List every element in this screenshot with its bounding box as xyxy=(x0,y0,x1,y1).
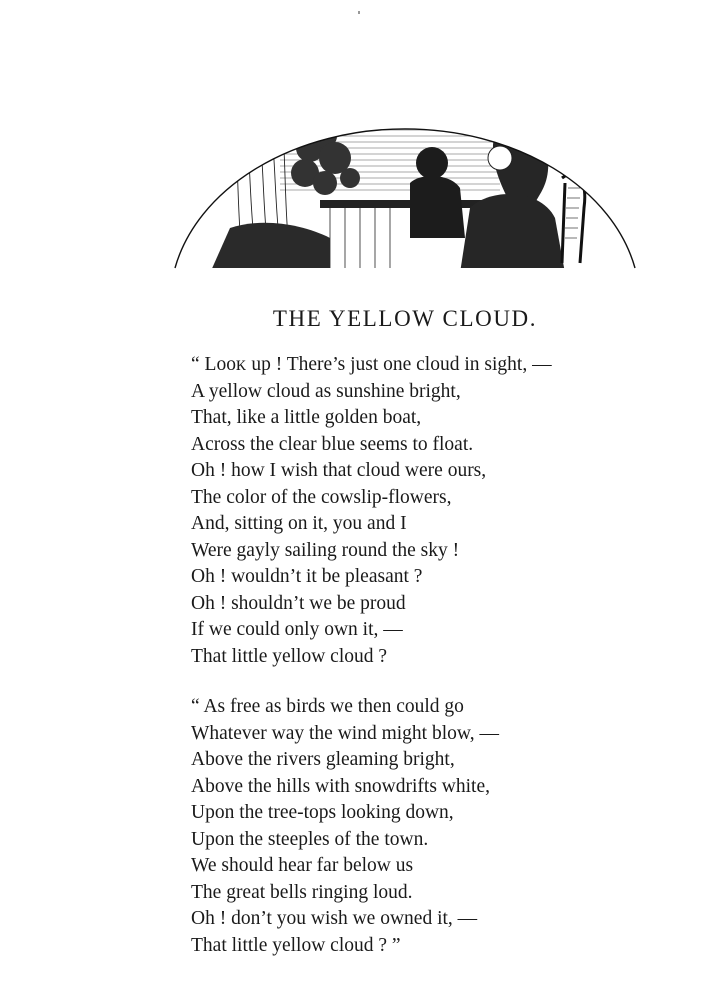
poem-line: Upon the tree-tops looking down, xyxy=(191,802,454,823)
poem-line: Oh ! shouldn’t we be proud xyxy=(191,592,406,614)
poem-line: Oh ! don’t you wish we owned it, — xyxy=(191,908,478,929)
poem-line: That, like a little golden boat, xyxy=(191,407,422,428)
poem-line: Oh ! wouldn’t it be pleasant ? xyxy=(191,566,423,587)
poem-line: We should hear far below us xyxy=(191,855,414,876)
poem-line: And, sitting on it, you and I xyxy=(191,513,407,534)
poem-line: “ Lᴏᴏᴋ up ! There’s just one cloud in sight, — xyxy=(191,354,552,375)
poem-line: “ As free as birds we then could go xyxy=(191,696,464,717)
poem-line: Above the hills with snowdrifts white, xyxy=(191,775,490,797)
poem-line: Upon the steeples of the town. xyxy=(191,828,429,850)
poem-line: The great bells ringing loud. xyxy=(191,881,413,903)
page-speck xyxy=(358,11,360,14)
window-scene-illustration xyxy=(170,88,640,273)
stanza-2 xyxy=(191,694,552,959)
stanza-1 xyxy=(191,352,552,670)
poem-line: A yellow cloud as sunshine bright, xyxy=(191,380,461,402)
poem-line: Were gayly sailing round the sky ! xyxy=(191,539,460,561)
poem-line: Oh ! how I wish that cloud were ours, xyxy=(191,460,487,481)
poem-line: Whatever way the wind might blow, — xyxy=(191,722,499,744)
poem-line: If we could only own it, — xyxy=(191,619,403,640)
poem-line: That little yellow cloud ? xyxy=(191,645,388,667)
poem-line: Across the clear blue seems to float. xyxy=(191,433,474,455)
poem-title: THE YELLOW CLOUD. xyxy=(272,306,538,331)
poem-line: That little yellow cloud ? ” xyxy=(191,934,401,956)
poem-line: Above the rivers gleaming bright, xyxy=(191,749,455,770)
poem-body xyxy=(191,352,552,959)
poem-line: The color of the cowslip-flowers, xyxy=(191,486,452,508)
